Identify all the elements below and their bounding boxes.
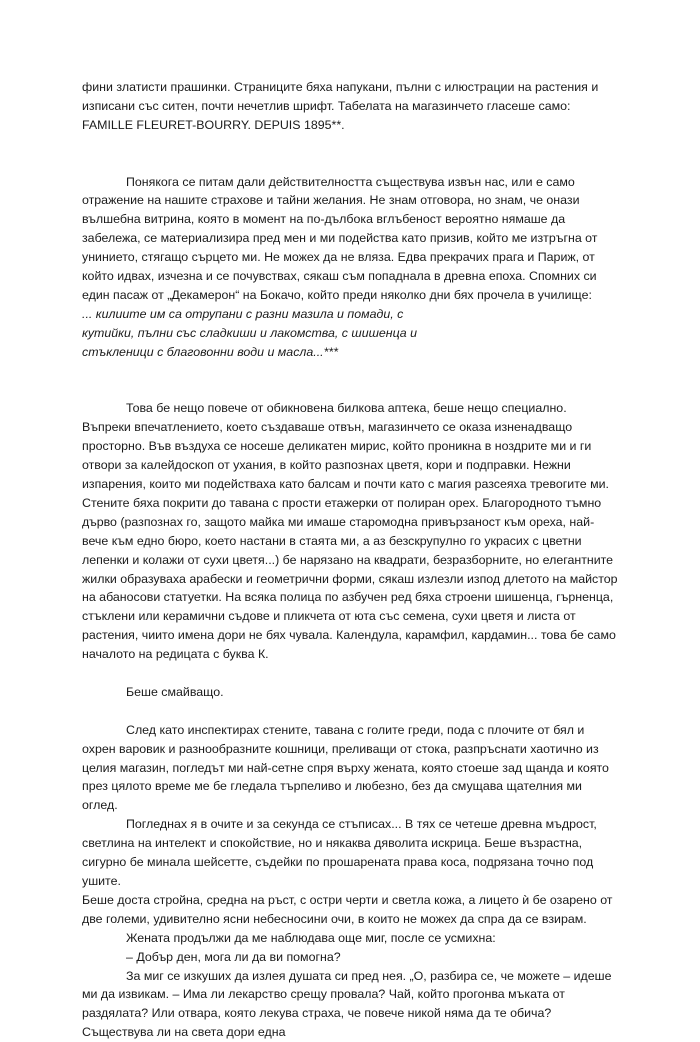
blank-line bbox=[82, 664, 618, 683]
quote-line-2: кутийки, пълни със сладкиши и лакомства, с шишенца и bbox=[82, 324, 618, 343]
blank-line bbox=[82, 380, 618, 399]
blank-line bbox=[82, 154, 618, 173]
paragraph-1: фини златисти прашинки. Страниците бяха напукани, пълни с илюстрации на растения и изписани със ситен, почти нечетлив шрифт. Табелата на магазинчето гласеше само: FAMILLE FLEURET-BOURRY. DEPUIS 1895**. bbox=[82, 78, 618, 135]
paragraph-5: След като инспектирах стените, тавана с голите греди, пода с плочите от бял и охрен варовик и разнообразните кошници, преливащи от стока, разпръснати хаотично из целия магазин, погледът ми най-сетне спря върху жената, която стоеше зад щанда и която през цялото време ме бе гледала търпеливо и любезно, без да смущава щателния ми оглед. bbox=[82, 721, 618, 816]
paragraph-3: Това бе нещо повече от обикновена билкова аптека, беше нещо специално. Въпреки впечатлението, което създаваше отвън, магазинчето се оказа изненадващо просторно. Във въздуха се носеше деликатен мирис, който проникна в ноздрите ми и ги отвори за калейдоскоп от ухания, в който разпознах цветя, кори и подправки. Нежни изпарения, които ми подействаха като балсам и почти като с магия разсеяха тревогите ми. Стените бяха покрити до тавана с прости етажерки от полиран орех. Благородното тъмно дърво (разпознах го, защото майка ми имаше старомодна привързаност към ореха, най-вече към едно бюро, което настани в стаята ми, а аз безскрупулно го украсих с цветни лепенки и колажи от сухи цветя...) бе нарязано на квадрати, безразборните, но елегантните жилки образуваха арабески и геометрични форми, сякаш излезли изпод длетото на майстор на абаносови статуетки. На всяка полица по азбучен ред бяха строени шишенца, гърненца, стъклени или керамични съдове и пликчета от юта със семена, сухи цветя и листа от растения, чиито имена дори не бях чувала. Календула, карамфил, кардамин... това бе само началото на редицата с буква К. bbox=[82, 399, 618, 664]
blank-line bbox=[82, 362, 618, 381]
quote-line-1: ... килиите им са отрупани с разни мазила и помади, с bbox=[82, 305, 618, 324]
blank-line bbox=[82, 135, 618, 154]
quote-line-3: стъкленици с благовонни води и масла...*** bbox=[82, 343, 618, 362]
paragraph-8: Жената продължи да ме наблюдава още миг, после се усмихна: bbox=[82, 929, 618, 948]
paragraph-2: Понякога се питам дали действителността съществува извън нас, или е само отражение на нашите страхове и тайни желания. Не знам отговора, но знам, че онази вълшебна витрина, която в момент на по-дълбока вглъбеност вероятно нямаше да забележа, се материализира пред мен и ми подейства като призив, който ме изтръгна от унинието, стягащо сърцето ми. Не можех да не вляза. Едва прекрачих прага и Париж, от който идвах, изчезна и се почувствах, сякаш съм попаднала в древна епоха. Спомних си един пасаж от „Декамерон“ на Бокачо, който преди няколко дни бях прочела в училище: bbox=[82, 173, 618, 305]
paragraph-9: – Добър ден, мога ли да ви помогна? bbox=[82, 948, 618, 967]
paragraph-6: Погледнах я в очите и за секунда се стъписах... В тях се четеше древна мъдрост, светлина на интелект и спокойствие, но и някаква дяволита искрица. Беше възрастна, сигурно бе минала шейсетте, съдейки по прошарената права коса, подрязана точно под ушите. bbox=[82, 815, 618, 891]
paragraph-7: Беше доста стройна, средна на ръст, с остри черти и светла кожа, а лицето ѝ бе озарено от две големи, удивително ясни небесносини очи, в които не можех да спра да се взирам. bbox=[82, 891, 618, 929]
paragraph-10: За миг се изкуших да излея душата си пред нея. „О, разбира се, че можете – идеше ми да извикам. – Има ли лекарство срещу провала? Чай, който прогонва мъката от раздялата? Или отвара, която лекува страха, че повече никой няма да те обича? Съществува ли на света дори една bbox=[82, 967, 618, 1042]
blank-line bbox=[82, 702, 618, 721]
paragraph-4: Беше смайващо. bbox=[82, 683, 618, 702]
